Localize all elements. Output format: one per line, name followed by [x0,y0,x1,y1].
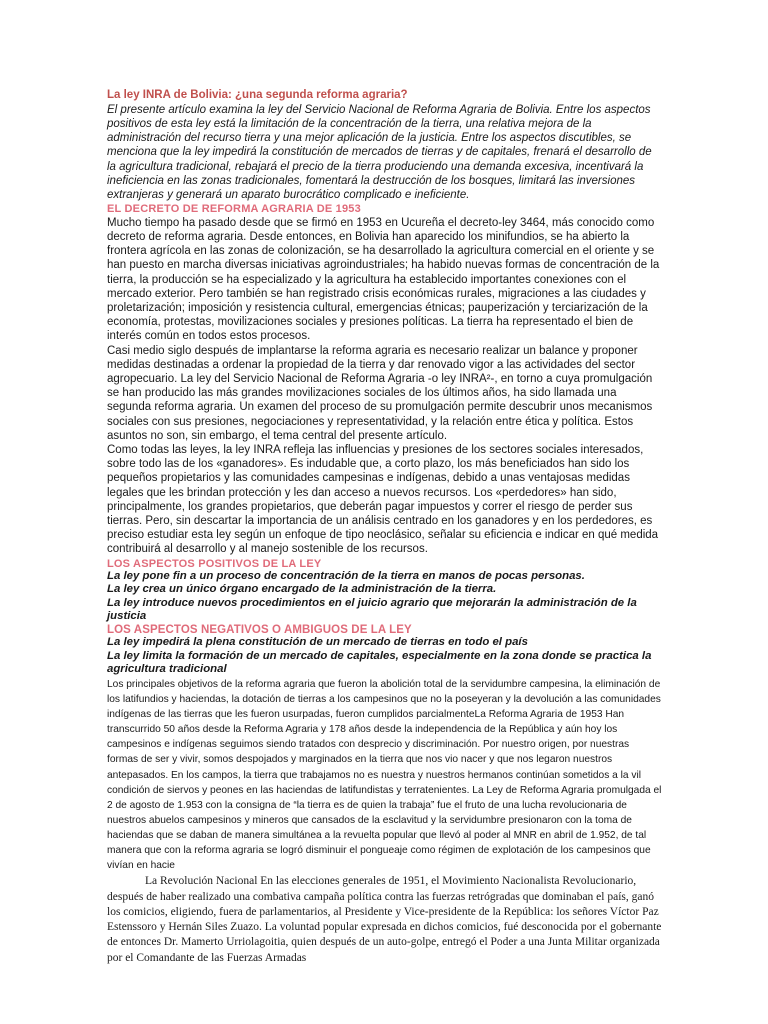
body-paragraph-2: Casi medio siglo después de implantarse la reforma agraria es necesario realizar un balance y proponer medidas destinadas a ordenar la propiedad de la tierra y dar renovado vigor a las actividades del sector agropecuario. La ley del Servicio Nacional de Reforma Agraria -o ley INRA²-, en torno a cuya promulgación se han producido las más grandes movilizaciones sociales de los últimos años, ha sido llamada una segunda reforma agraria. Un examen del proceso de su promulgación permite descubrir unos mecanismos sociales con sus presiones, negociaciones y representatividad, y la relación entre ética y política. Estos asuntos no son, sin embargo, el tema central del presente artículo. [107,344,653,442]
article-title: La ley INRA de Bolivia: ¿una segunda reforma agraria? [107,89,408,101]
positive-point-1: La ley pone fin a un proceso de concentración de la tierra en manos de pocas personas. [107,570,585,583]
negative-point-1: La ley impedirá la plena constitución de un mercado de tierras en todo el país [107,636,528,649]
section-heading-positivos: LOS ASPECTOS POSITIVOS DE LA LEY [107,557,322,570]
section-heading-negativos: LOS ASPECTOS NEGATIVOS O AMBIGUOS DE LA LEY [107,623,412,636]
abstract-paragraph: El presente artículo examina la ley del Servicio Nacional de Reforma Agraria de Bolivia. Entre los aspectos positivos de esta ley está la limitación de la concentración de la tierra, una relativa mejora de la administración del recurso tierra y una mejor aplicación de la justicia. Entre los aspectos discutibles, se menciona que la ley impedirá la constitución de mercados de tierras y de capitales, frenará el desarrollo de la agricultura tradicional, rebajará el precio de la tierra produciendo una demanda excesiva, incentivará la ineficiencia en las zonas tradicionales, fomentará la destrucción de los bosques, limitará las inversiones extranjeras y generará un aparato burocrático complicado e ineficiente. [107,103,652,202]
positive-point-2: La ley crea un único órgano encargado de la administración de la tierra. [107,583,497,596]
body-paragraph-5-text: La Revolución Nacional En las elecciones generales de 1951, el Movimiento Nacionalista Revolucionario, después de haber realizado una combativa campaña política contra las fuerzas retrógradas que dominaban el país, ganó los comicios, eligiendo, fuera de parlamentarios, al Presidente y Vice-presidente de la República: los señores Víctor Paz Estenssoro y Hernán Siles Zuazo. La voluntad popular expresada en dichos comicios, fué desconocida por el gobernante de entonces Dr. Mamerto Urriolagoitia, quien después de un auto-golpe, entregó el Poder a una Junta Militar organizada por el Comandante de las Fuerzas Armadas [107,875,662,964]
document-page [107,89,662,966]
body-paragraph-1: Mucho tiempo ha pasado desde que se firmó en 1953 en Ucureña el decreto-ley 3464, más conocido como decreto de reforma agraria. Desde entonces, en Bolivia han aparecido los minifundios, se ha abierto la frontera agrícola en las zonas de colonización, se ha desarrollado la agricultura comercial en el oriente y se han puesto en marcha diversas iniciativas agroindustriales; ha habido nuevas formas de concentración de la tierra, la producción se ha especializado y la agricultura ha establecido importantes conexiones con el mercado exterior. Pero también se han registrado crisis económicas rurales, migraciones a las ciudades y proletarización; imposición y resistencia cultural, emergencias étnicas; pauperización y terciarización de la economía, protestas, movilizaciones sociales y presiones políticas. La tierra ha representado el bien de interés común en todos estos procesos. [107,216,660,343]
positive-point-3: La ley introduce nuevos procedimientos en el juicio agrario que mejorarán la administración de la justicia [107,596,637,622]
negative-point-2: La ley limita la formación de un mercado de capitales, especialmente en la zona donde se practica la agricultura tradicional [107,649,652,675]
section-heading-decreto: EL DECRETO DE REFORMA AGRARIA DE 1953 [107,203,361,216]
body-paragraph-4: Los principales objetivos de la reforma agraria que fueron la abolición total de la servidumbre campesina, la eliminación de los latifundios y haciendas, la dotación de tierras a los campesinos que no la poseyeran y la devolución a las comunidades indígenas de las tierras que les fueron usurpadas, fueron cumplidos parcialmenteLa Reforma Agraria de 1953 Han transcurrido 50 años desde la Reforma Agraria y 178 años desde la independencia de la República y aún hoy los campesinos e indígenas seguimos siendo tratados con desprecio y discriminación. Por nuestro origen, por nuestras formas de ser y vivir, somos despojados y marginados en la tierra que nos vio nacer y que nos legaron nuestros antepasados. En los campos, la tierra que trabajamos no es nuestra y nuestros hermanos continúan sometidos a la vil condición de siervos y peones en las haciendas de latifundistas y terratenientes. La Ley de Reforma Agraria promulgada el 2 de agosto de 1.953 con la consigna de “la tierra es de quien la trabaja” fue el fruto de una lucha revolucionaria de nuestros abuelos campesinos y mineros que cansados de la esclavitud y la servidumbre presionaron con la toma de haciendas que se daban de manera simultánea a la revuelta popular que llevó al poder al MNR en abril de 1.952, de tal manera que con la reforma agraria se logró disminuir el pongueaje como régimen de explotación de los campesinos que vivían en hacie [107,679,662,872]
body-paragraph-5 [107,874,662,966]
body-paragraph-3: Como todas las leyes, la ley INRA refleja las influencias y presiones de los sectores sociales interesados, sobre todo las de los «ganadores». Es indudable que, a corto plazo, los más beneficiados han sido los pequeños propietarios y las comunidades campesinas e indígenas, debido a unas ventajosas medidas legales que les brindan protección y les dan acceso a nuevos recursos. Los «perdedores» han sido, principalmente, los grandes propietarios, que deberán pagar impuestos y correr el riesgo de perder sus tierras. Pero, sin descartar la importancia de un análisis centrado en los ganadores y en los perdedores, es preciso estudiar esta ley según un enfoque de tipo neoclásico, señalar su eficiencia e indicar en qué medida contribuirá al desarrollo y al manejo sostenible de los recursos. [107,443,659,556]
